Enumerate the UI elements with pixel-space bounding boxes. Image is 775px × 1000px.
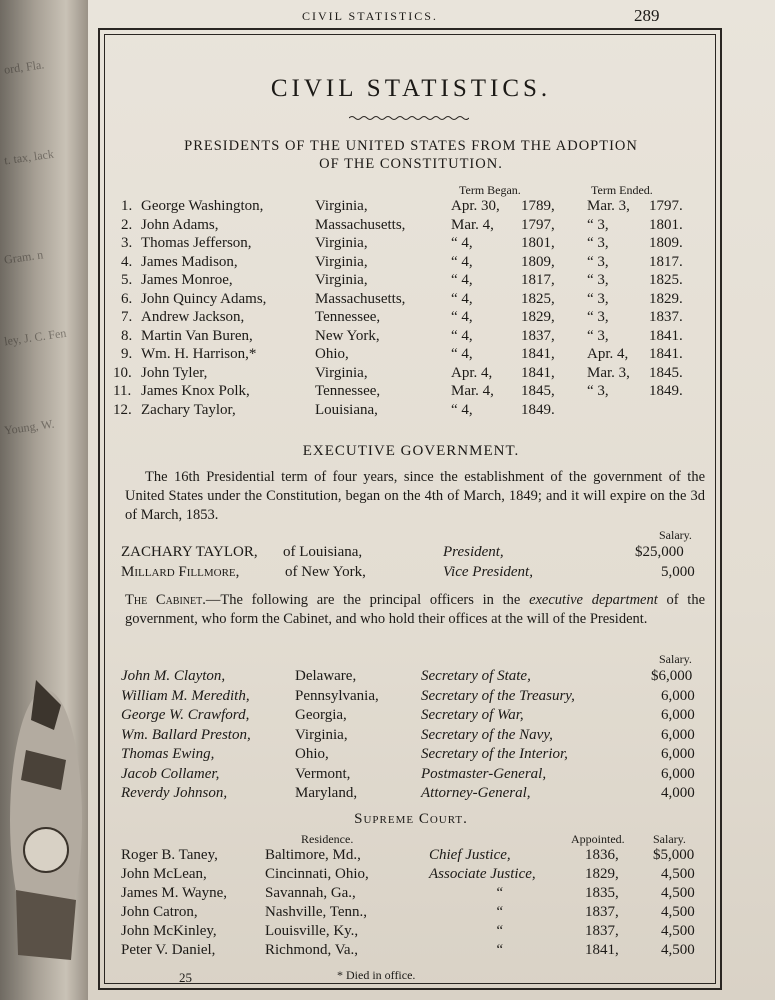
term-ended-date: “ 3, <box>587 327 609 344</box>
term-began-date: “ 4, <box>451 235 473 251</box>
cabinet-member-name: William M. Meredith, <box>121 687 250 704</box>
justice-office: “ <box>495 923 504 939</box>
cabinet-member-salary: 6,000 <box>661 687 695 704</box>
officer-title-vice-president: Vice President, <box>443 564 533 580</box>
term-ended-year: 1841. <box>649 327 683 344</box>
president-name: John Tyler, <box>141 364 208 381</box>
justice-appointed: 1837, <box>585 904 619 920</box>
col-term-began: Term Began. <box>459 183 521 197</box>
cabinet-member-state: Pennsylvania, <box>295 687 379 704</box>
justice-appointed: 1836, <box>585 847 619 863</box>
officer-title-president: President, <box>443 544 504 560</box>
cabinet-member-office: Secretary of War, <box>421 707 524 723</box>
president-number: 1. <box>121 198 133 214</box>
term-began-date: “ 4, <box>451 309 473 325</box>
officer-of-president: of Louisiana, <box>283 544 363 560</box>
term-began-year: 1829, <box>521 309 555 325</box>
cabinet-member-office: Secretary of State, <box>421 668 531 684</box>
term-began-year: 1849. <box>521 401 555 418</box>
president-number: 5. <box>121 272 133 288</box>
president-name: James Madison, <box>141 253 238 270</box>
cabinet-member-office: Secretary of the Interior, <box>421 746 568 762</box>
justice-office: “ <box>495 904 504 920</box>
cabinet-member-salary: 4,000 <box>661 785 695 801</box>
president-state: Louisiana, <box>315 401 378 418</box>
term-began-date: Apr. 30, <box>451 198 500 214</box>
page-border-inner <box>104 34 716 984</box>
term-ended-date: Mar. 3, <box>587 364 630 381</box>
justice-salary: 4,500 <box>661 904 695 920</box>
ghost-text-line: ley, J. C. Fen <box>3 325 68 349</box>
cabinet-text-b: executive department <box>529 592 658 608</box>
justice-name: James M. Wayne, <box>121 885 227 901</box>
cabinet-member-state: Ohio, <box>295 746 329 762</box>
president-state: Massachusetts, <box>315 216 406 233</box>
term-ended-year: 1841. <box>649 346 683 362</box>
term-ended-year: 1801. <box>649 216 683 233</box>
col-appointed: Appointed. <box>571 832 625 846</box>
officer-name-president: ZACHARY TAYLOR, <box>121 544 258 560</box>
cabinet-text-c: of the government, who form the Cabinet, and who hold their offices at the will of the President. <box>125 592 706 627</box>
justice-appointed: 1829, <box>585 866 619 882</box>
col-residence: Residence. <box>301 832 354 846</box>
justice-residence: Savannah, Ga., <box>265 885 356 901</box>
cabinet-member-state: Vermont, <box>295 765 351 782</box>
term-ended-year: 1797. <box>649 198 683 214</box>
term-began-date: Mar. 4, <box>451 216 494 233</box>
term-began-year: 1837, <box>521 327 555 344</box>
justice-residence: Cincinnati, Ohio, <box>265 866 369 882</box>
term-ended-date: “ 3, <box>587 253 609 270</box>
term-began-year: 1825, <box>521 290 555 307</box>
cabinet-member-name: John M. Clayton, <box>121 668 226 684</box>
president-state: Ohio, <box>315 346 349 362</box>
justice-name: John McLean, <box>121 866 207 882</box>
president-name: Wm. H. Harrison,* <box>141 346 257 362</box>
justice-salary: 4,500 <box>661 885 695 901</box>
president-name: James Knox Polk, <box>141 383 250 399</box>
term-ended-year: 1825. <box>649 272 683 288</box>
justice-salary: $5,000 <box>653 847 695 863</box>
justice-residence: Richmond, Va., <box>265 942 359 958</box>
salary-head: Salary. <box>659 528 692 542</box>
term-began-year: 1817, <box>521 272 555 288</box>
cabinet-member-office: Attorney-General, <box>421 785 531 801</box>
president-name: Thomas Jefferson, <box>141 235 252 251</box>
term-began-year: 1801, <box>521 235 555 251</box>
term-ended-date: “ 3, <box>587 383 609 399</box>
term-began-year: 1841, <box>521 364 555 381</box>
ghost-text-line: Gram. n <box>3 247 45 267</box>
justice-appointed: 1837, <box>585 923 619 939</box>
term-began-year: 1797, <box>521 216 555 233</box>
officer-salary-vice-president: 5,000 <box>661 564 695 580</box>
term-began-year: 1789, <box>521 198 555 214</box>
ghost-text-line: Young, W. <box>3 416 56 438</box>
term-began-date: Apr. 4, <box>451 364 493 381</box>
cabinet-member-office: Postmaster-General, <box>421 765 547 782</box>
officer-of-vice-president: of New York, <box>285 564 366 580</box>
president-state: Tennessee, <box>315 309 381 325</box>
cabinet-member-salary: 6,000 <box>661 726 695 743</box>
facing-page-edge <box>0 0 88 1000</box>
president-state: Tennessee, <box>315 383 381 399</box>
president-state: Virginia, <box>315 272 368 288</box>
justice-name: Roger B. Taney, <box>121 847 218 863</box>
justice-residence: Louisville, Ky., <box>265 923 359 939</box>
president-name: George Washington, <box>141 198 264 214</box>
president-state: Virginia, <box>315 253 368 270</box>
cabinet-member-name: Jacob Collamer, <box>121 765 220 782</box>
president-state: New York, <box>315 327 380 344</box>
justice-residence: Baltimore, Md., <box>265 847 361 863</box>
cabinet-member-salary: 6,000 <box>661 746 695 762</box>
cabinet-intro <box>125 591 705 629</box>
page-border-outer <box>98 28 722 990</box>
president-name: James Monroe, <box>141 272 233 288</box>
ghost-text-line: t. tax, lack <box>3 146 55 168</box>
term-ended-date: “ 3, <box>587 216 609 233</box>
officer-salary-president: $25,000 <box>635 544 684 560</box>
justice-name: John McKinley, <box>121 923 217 939</box>
president-name: Martin Van Buren, <box>141 327 253 344</box>
term-ended-year: 1809. <box>649 235 683 251</box>
president-name: John Quincy Adams, <box>141 290 267 307</box>
page-number: 289 <box>634 6 660 25</box>
cabinet-member-name: Reverdy Johnson, <box>121 785 228 801</box>
term-began-year: 1845, <box>521 383 555 399</box>
cabinet-lead: The Cabinet. <box>125 592 206 608</box>
ghost-text-line: ord, Fla. <box>3 57 46 77</box>
president-name: John Adams, <box>141 216 219 233</box>
supreme-court-heading: Supreme Court. <box>354 811 468 827</box>
justice-appointed: 1835, <box>585 885 619 901</box>
justice-office: Chief Justice, <box>429 847 511 863</box>
president-number: 10. <box>113 364 132 381</box>
cabinet-member-office: Secretary of the Treasury, <box>421 687 575 704</box>
term-ended-date: Mar. 3, <box>587 198 630 214</box>
officer-name-vice-president: Millard Fillmore, <box>121 564 240 580</box>
justice-residence: Nashville, Tenn., <box>265 904 367 920</box>
term-began-date: Mar. 4, <box>451 383 494 399</box>
term-began-date: “ 4, <box>451 253 473 270</box>
justice-name: Peter V. Daniel, <box>121 942 216 958</box>
term-began-date: “ 4, <box>451 290 473 307</box>
justice-salary: 4,500 <box>661 923 695 939</box>
president-number: 8. <box>121 327 133 344</box>
cabinet-member-state: Virginia, <box>295 726 348 743</box>
term-began-date: “ 4, <box>451 346 473 362</box>
term-began-year: 1841, <box>521 346 555 362</box>
cabinet-member-state: Georgia, <box>295 707 347 723</box>
cabinet-member-name: George W. Crawford, <box>121 707 250 723</box>
term-ended-year: 1837. <box>649 309 683 325</box>
page-title: CIVIL STATISTICS. <box>270 75 552 102</box>
term-ended-date: Apr. 4, <box>587 346 629 362</box>
term-ended-year: 1849. <box>649 383 683 399</box>
cabinet-member-salary: 6,000 <box>661 707 695 723</box>
book-page <box>88 0 775 1000</box>
running-head-title: CIVIL STATISTICS. <box>302 9 438 23</box>
executive-heading: EXECUTIVE GOVERNMENT. <box>302 443 520 459</box>
term-began-year: 1809, <box>521 253 555 270</box>
president-number: 11. <box>113 383 132 399</box>
signature-mark: 25 <box>179 970 192 985</box>
cabinet-member-salary: $6,000 <box>651 668 693 684</box>
justice-salary: 4,500 <box>661 866 695 882</box>
justice-appointed: 1841, <box>585 942 619 958</box>
justice-office: “ <box>495 942 504 958</box>
president-name: Zachary Taylor, <box>141 401 236 418</box>
term-ended-date: “ 3, <box>587 235 609 251</box>
engraving-illustration <box>6 660 86 980</box>
president-number: 2. <box>121 216 133 233</box>
president-number: 6. <box>121 290 133 307</box>
executive-intro: The 16th Presidential term of four years, since the establishment of the government of the United States under the Constitution, began on the 4th of March, 1849; and it will expire on the 3d of March, 1853. <box>125 469 705 523</box>
presidents-heading-line1: PRESIDENTS OF THE UNITED STATES FROM THE ADOPTION <box>184 138 638 154</box>
justice-office: “ <box>495 885 504 901</box>
president-number: 9. <box>121 346 133 362</box>
president-state: Virginia, <box>315 364 368 381</box>
president-state: Virginia, <box>315 235 368 251</box>
footnote: * Died in office. <box>337 968 416 982</box>
col-term-ended: Term Ended. <box>591 183 653 197</box>
presidents-heading-line2: OF THE CONSTITUTION. <box>319 156 503 172</box>
president-state: Massachusetts, <box>315 290 406 307</box>
president-name: Andrew Jackson, <box>141 309 245 325</box>
term-ended-date: “ 3, <box>587 290 609 307</box>
cabinet-member-name: Thomas Ewing, <box>121 746 215 762</box>
decorative-rule <box>349 115 469 121</box>
president-number: 7. <box>121 309 133 325</box>
president-number: 3. <box>121 235 133 251</box>
cabinet-member-office: Secretary of the Navy, <box>421 726 553 743</box>
running-head <box>88 6 728 28</box>
justice-office: Associate Justice, <box>429 866 536 882</box>
cabinet-salary-head: Salary. <box>659 652 692 666</box>
term-ended-year: 1829. <box>649 290 683 307</box>
term-ended-year: 1817. <box>649 253 683 270</box>
term-began-date: “ 4, <box>451 401 473 418</box>
cabinet-member-state: Delaware, <box>295 668 357 684</box>
cabinet-text-a: —The following are the principal officers in the <box>205 592 530 608</box>
justice-name: John Catron, <box>121 904 198 920</box>
cabinet-member-state: Maryland, <box>295 785 358 801</box>
term-ended-date: “ 3, <box>587 272 609 288</box>
term-ended-year: 1845. <box>649 364 683 381</box>
cabinet-member-name: Wm. Ballard Preston, <box>121 726 251 743</box>
col-sc-salary: Salary. <box>653 832 686 846</box>
president-number: 12. <box>113 401 132 418</box>
justice-salary: 4,500 <box>661 942 695 958</box>
president-number: 4. <box>121 253 133 270</box>
term-ended-date: “ 3, <box>587 309 609 325</box>
president-state: Virginia, <box>315 198 368 214</box>
term-began-date: “ 4, <box>451 272 473 288</box>
cabinet-member-salary: 6,000 <box>661 765 695 782</box>
term-began-date: “ 4, <box>451 327 473 344</box>
